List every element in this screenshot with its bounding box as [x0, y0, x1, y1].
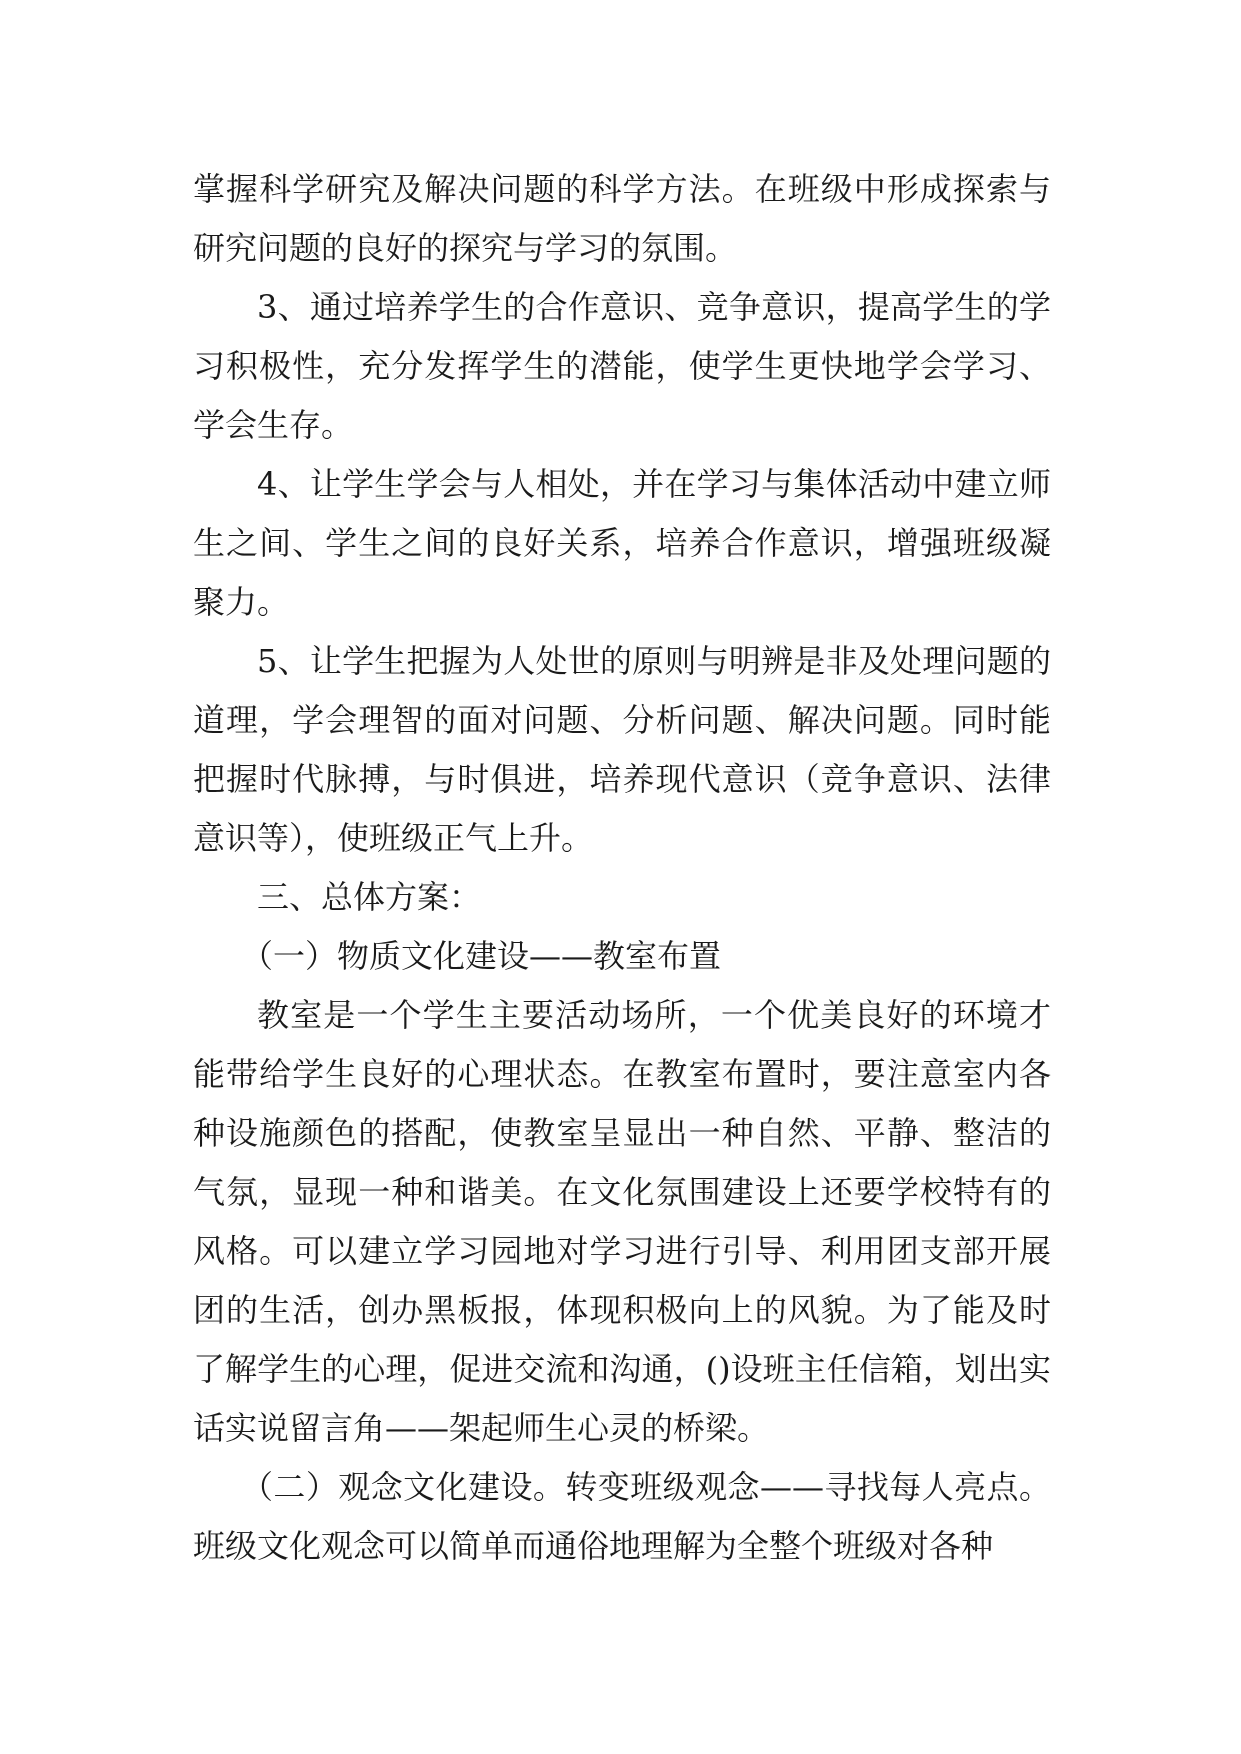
paragraph-item-3: 3、通过培养学生的合作意识、竞争意识，提高学生的学习积极性，充分发挥学生的潜能，使学生更快地学会学习、学会生存。 [193, 288, 1051, 444]
paragraph-item-4: 4、让学生学会与人相处，并在学习与集体活动中建立师生之间、学生之间的良好关系，培养合作意识，增强班级凝聚力。 [193, 465, 1051, 621]
paragraph-classroom: 教室是一个学生主要活动场所，一个优美良好的环境才能带给学生良好的心理状态。在教室布置时，要注意室内各种设施颜色的搭配，使教室呈显出一种自然、平静、整洁的气氛，显现一种和谐美。在文化氛围建设上还要学校特有的风格。可以建立学习园地对学习进行引导、利用团支部开展团的生活，创办黑板报，体现积极向上的风貌。为了能及时了解学生的心理，促进交流和沟通，()设班主任信箱，划出实话实说留言角——架起师生心灵的桥梁。 [193, 996, 1051, 1447]
section-heading-3: 三、总体方案： [257, 878, 482, 916]
subsection-heading-2: （二）观念文化建设。转变班级观念——寻找每人亮点。班级文化观念可以简单而通俗地理解为全整个班级对各种 [193, 1468, 1051, 1565]
paragraph-continued: 掌握科学研究及解决问题的科学方法。在班级中形成探索与研究问题的良好的探究与学习的氛围。 [193, 170, 1051, 267]
paragraph-item-5: 5、让学生把握为人处世的原则与明辨是非及处理问题的道理，学会理智的面对问题、分析问题、解决问题。同时能把握时代脉搏，与时俱进，培养现代意识（竞争意识、法律意识等），使班级正气上升。 [193, 642, 1051, 857]
document-body [193, 160, 1051, 1576]
subsection-heading-1: （一）物质文化建设——教室布置 [241, 937, 722, 975]
